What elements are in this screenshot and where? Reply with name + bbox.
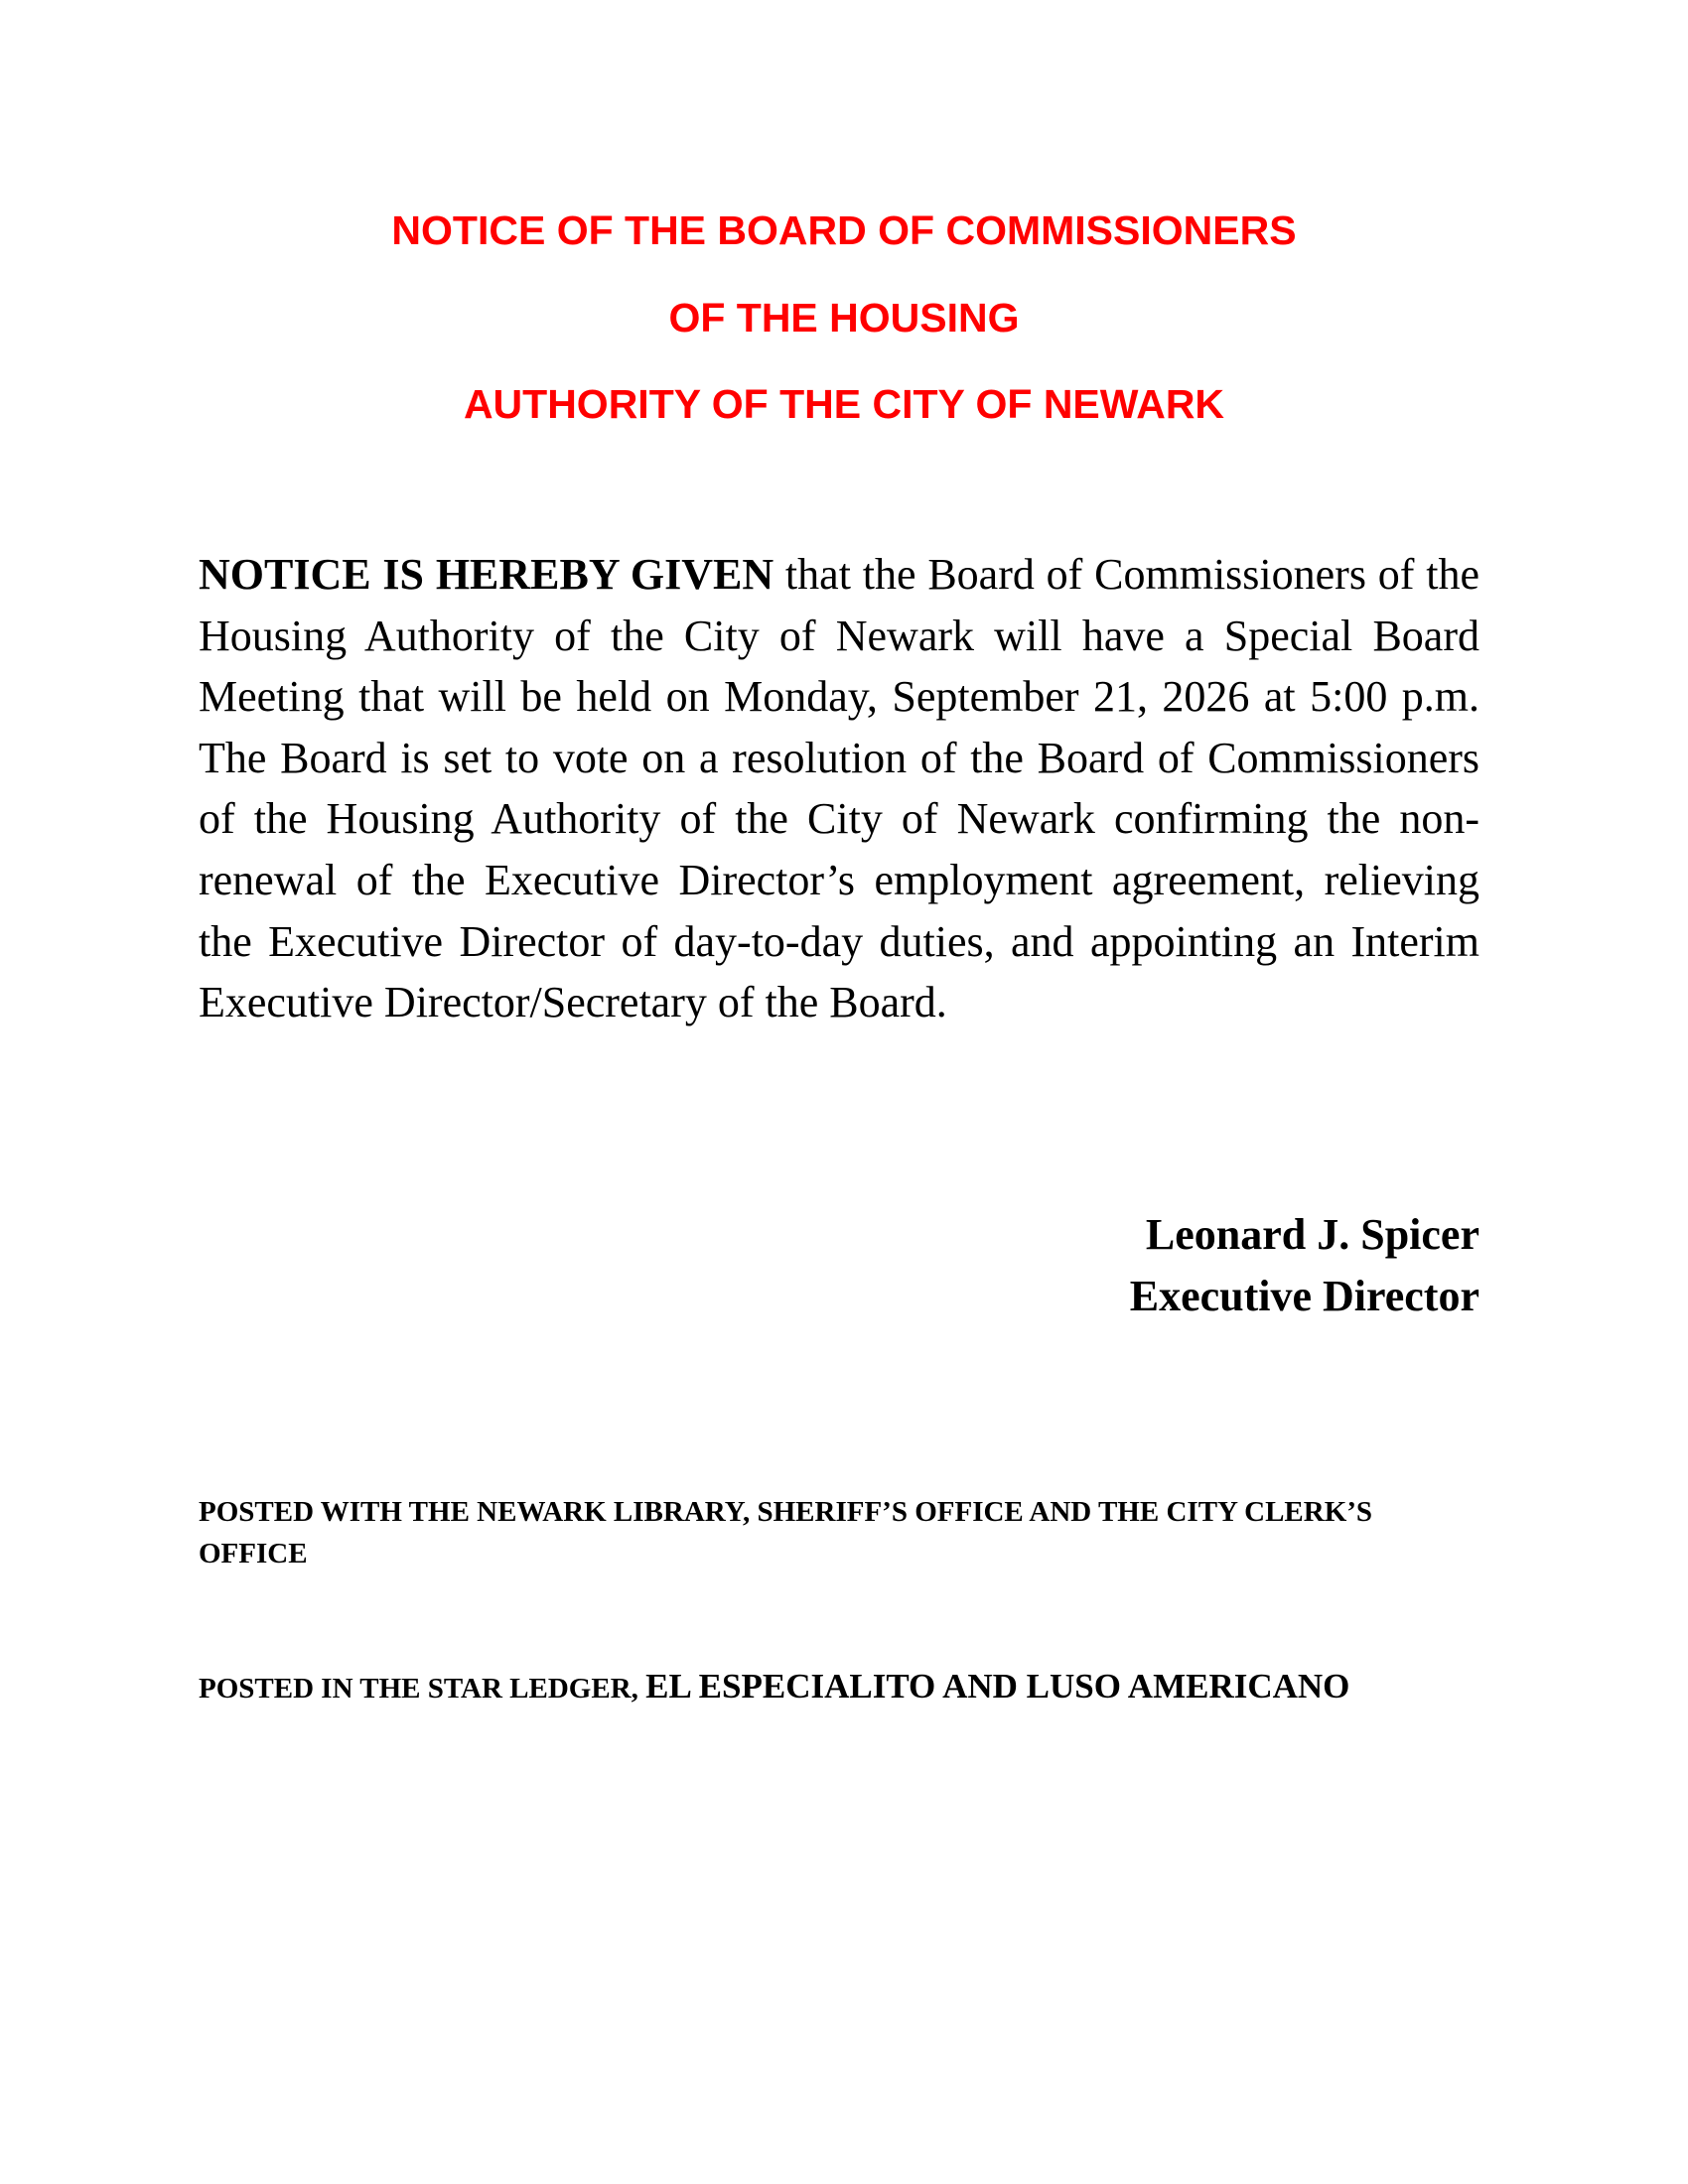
notice-heading-line-3: AUTHORITY OF THE CITY OF NEWARK xyxy=(463,381,1225,427)
posted-publications-prefix: POSTED IN THE STAR LEDGER, xyxy=(199,1673,646,1705)
notice-body xyxy=(199,544,1479,1033)
posted-locations: POSTED WITH THE NEWARK LIBRARY, SHERIFF’S OFFICE AND THE CITY CLERK’S OFFICE xyxy=(199,1496,1373,1570)
signatory-title: Executive Director xyxy=(1129,1272,1479,1320)
posted-publications xyxy=(199,1666,1479,1709)
notice-heading-line-2: OF THE HOUSING xyxy=(668,295,1020,341)
notice-lead: NOTICE IS HEREBY GIVEN xyxy=(199,550,774,599)
notice-body-text: that the Board of Commissioners of the Housing Authority of the City of Newark will have a Special Board Meeting that will be held on Monday, September 21, 2026 at 5:00 p.m. The Board is set to vote on a resolution of the Board of Commissioners of the Housing Authority of the City of Newark confirming the non-renewal of the Executive Director’s employment agreement, relieving the Executive Director of day-to-day duties, and appointing an Interim Executive Director/Secretary of the Board. xyxy=(199,550,1480,1027)
notice-heading-line-1: NOTICE OF THE BOARD OF COMMISSIONERS xyxy=(391,207,1297,253)
posted-publications-names: EL ESPECIALITO AND LUSO AMERICANO xyxy=(645,1667,1350,1706)
signatory-name: Leonard J. Spicer xyxy=(1145,1210,1479,1259)
